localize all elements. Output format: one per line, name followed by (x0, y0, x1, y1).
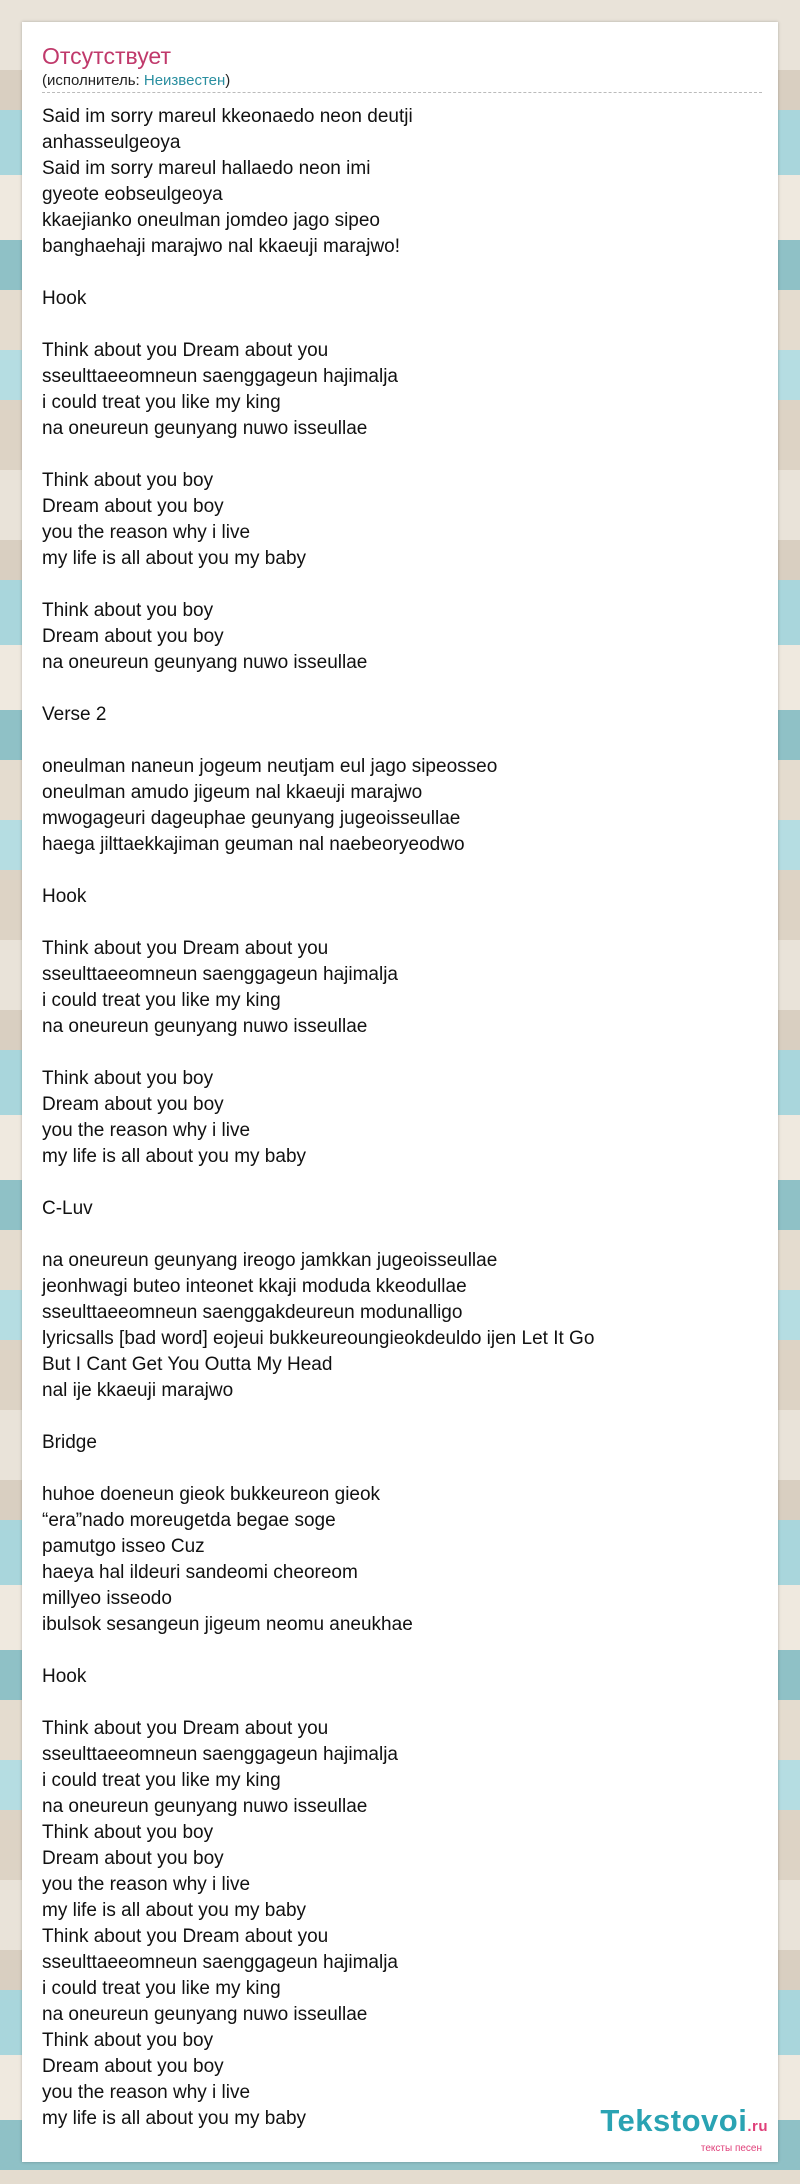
lyric-line: Said im sorry mareul hallaedo neon imi (42, 158, 371, 179)
logo-tagline: тексты песен (700, 2143, 762, 2154)
lyric-line: Think about you boy (42, 1822, 214, 1843)
lyric-line: Dream about you boy (42, 2056, 224, 2077)
lyric-line: Dream about you boy (42, 1848, 224, 1869)
lyric-line (42, 260, 758, 286)
lyric-line: sseulttaeeomneun saenggageun hajimalja (42, 1952, 398, 1973)
lyric-line (42, 910, 758, 936)
lyric-line (42, 1638, 758, 1664)
lyric-line: Think about you Dream about you (42, 938, 329, 959)
lyric-line: my life is all about you my baby (42, 1900, 307, 1921)
lyric-line: Hook (42, 288, 87, 309)
lyric-line: Dream about you boy (42, 496, 224, 517)
lyric-line: jeonhwagi buteo inteonet kkaji moduda kkeodullae (42, 1276, 467, 1297)
lyric-line (42, 676, 758, 702)
lyric-line: my life is all about you my baby (42, 2108, 307, 2129)
artist-suffix: ) (225, 72, 231, 89)
lyric-line: Think about you boy (42, 2030, 214, 2051)
lyric-line (42, 728, 758, 754)
lyric-line: Bridge (42, 1432, 97, 1453)
lyric-line: Think about you Dream about you (42, 1926, 329, 1947)
lyric-line: haeya hal ildeuri sandeomi cheoreom (42, 1562, 358, 1583)
lyric-line: millyeo isseodo (42, 1588, 172, 1609)
lyric-line: Verse 2 (42, 704, 107, 725)
lyric-line: sseulttaeeomneun saenggageun hajimalja (42, 964, 398, 985)
lyric-line: ibulsok sesangeun jigeum neomu aneukhae (42, 1614, 413, 1635)
lyric-line: sseulttaeeomneun saenggakdeureun modunalligo (42, 1302, 463, 1323)
logo-tld: .ru (747, 2118, 768, 2135)
lyric-line: Think about you boy (42, 470, 214, 491)
lyric-line (42, 1690, 758, 1716)
lyric-line: But I Cant Get You Outta My Head (42, 1354, 333, 1375)
lyric-line: i could treat you like my king (42, 392, 281, 413)
lyric-line: my life is all about you my baby (42, 1146, 307, 1167)
artist-line (42, 72, 230, 90)
lyric-line: sseulttaeeomneun saenggageun hajimalja (42, 366, 398, 387)
lyric-line (42, 1170, 758, 1196)
lyric-line: na oneureun geunyang nuwo isseullae (42, 1796, 368, 1817)
lyric-line: Said im sorry mareul kkeonaedo neon deutji (42, 106, 413, 127)
lyric-line (42, 1222, 758, 1248)
lyric-line (42, 1404, 758, 1430)
lyric-line: you the reason why i live (42, 1120, 251, 1141)
lyric-line: sseulttaeeomneun saenggageun hajimalja (42, 1744, 398, 1765)
lyric-line: Dream about you boy (42, 1094, 224, 1115)
lyric-line (42, 572, 758, 598)
lyric-line: i could treat you like my king (42, 990, 281, 1011)
lyric-line: na oneureun geunyang nuwo isseullae (42, 652, 368, 673)
lyric-line (42, 1040, 758, 1066)
lyric-line (42, 312, 758, 338)
lyrics-card (22, 22, 778, 2162)
lyric-line (42, 442, 758, 468)
lyric-line: Hook (42, 886, 87, 907)
lyric-line: kkaejianko oneulman jomdeo jago sipeo (42, 210, 381, 231)
lyric-line: oneulman naneun jogeum neutjam eul jago sipeosseo (42, 756, 498, 777)
lyric-line: anhasseulgeoya (42, 132, 181, 153)
lyric-line: huhoe doeneun gieok bukkeureon gieok (42, 1484, 381, 1505)
lyric-line: you the reason why i live (42, 1874, 251, 1895)
lyric-line: nal ije kkaeuji marajwo (42, 1380, 234, 1401)
lyric-line: na oneureun geunyang nuwo isseullae (42, 1016, 368, 1037)
artist-prefix: (исполнитель: (42, 72, 144, 89)
lyric-line: na oneureun geunyang ireogo jamkkan jugeoisseullae (42, 1250, 498, 1271)
lyric-line: my life is all about you my baby (42, 548, 307, 569)
logo-name: Tekstovoi (600, 2103, 748, 2138)
lyric-line (42, 858, 758, 884)
lyric-line: banghaehaji marajwo nal kkaeuji marajwo! (42, 236, 401, 257)
lyric-line: “era”nado moreugetda begae soge (42, 1510, 336, 1531)
lyric-line: i could treat you like my king (42, 1770, 281, 1791)
artist-link[interactable]: Неизвестен (143, 72, 226, 89)
lyric-line: i could treat you like my king (42, 1978, 281, 1999)
lyrics-text (42, 104, 758, 2132)
lyric-line: haega jilttaekkajiman geuman nal naebeoryeodwo (42, 834, 465, 855)
lyric-line: C-Luv (42, 1198, 93, 1219)
lyric-line: mwogageuri dageuphae geunyang jugeoisseullae (42, 808, 461, 829)
title-divider (42, 92, 762, 93)
lyric-line (42, 1456, 758, 1482)
logo-wordmark (600, 2105, 768, 2143)
lyric-line: Think about you boy (42, 1068, 214, 1089)
lyric-line: Think about you Dream about you (42, 1718, 329, 1739)
lyric-line: Think about you Dream about you (42, 340, 329, 361)
lyric-line: Think about you boy (42, 600, 214, 621)
lyric-line: Dream about you boy (42, 626, 224, 647)
song-title: Отсутствует (42, 43, 171, 69)
lyric-line: pamutgo isseo Cuz (42, 1536, 205, 1557)
lyric-line: gyeote eobseulgeoya (42, 184, 223, 205)
lyric-line: na oneureun geunyang nuwo isseullae (42, 2004, 368, 2025)
lyric-line: oneulman amudo jigeum nal kkaeuji marajwo (42, 782, 423, 803)
site-logo[interactable] (600, 2105, 768, 2154)
lyric-line: na oneureun geunyang nuwo isseullae (42, 418, 368, 439)
lyric-line: lyricsalls [bad word] eojeui bukkeureoungieokdeuldo ijen Let It Go (42, 1328, 595, 1349)
lyric-line: you the reason why i live (42, 522, 251, 543)
lyric-line: you the reason why i live (42, 2082, 251, 2103)
lyric-line: Hook (42, 1666, 87, 1687)
